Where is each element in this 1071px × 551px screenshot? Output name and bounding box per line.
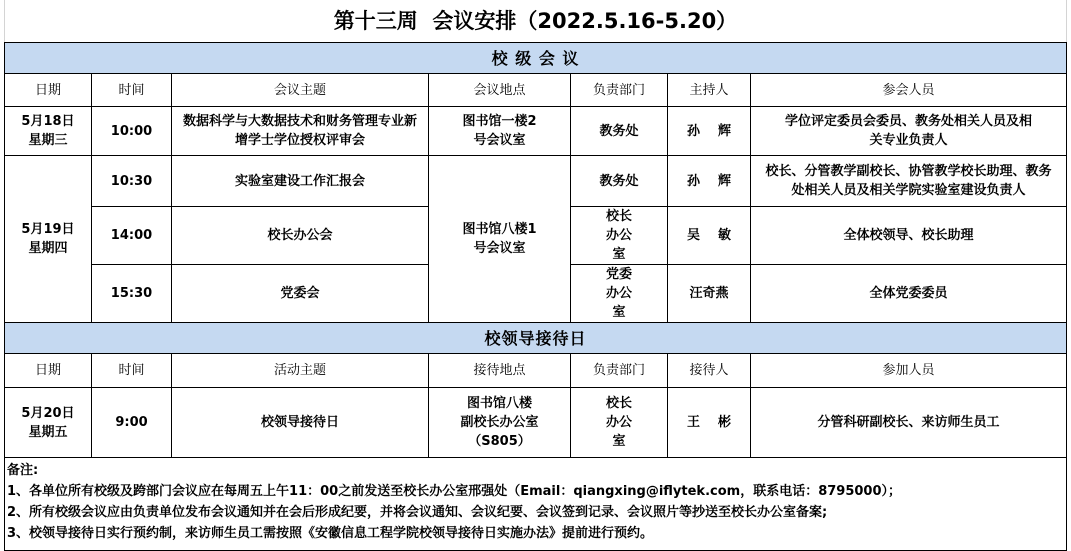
header-topic: 会议主题 bbox=[172, 74, 429, 107]
header-date: 日期 bbox=[5, 74, 92, 107]
attendees-cell: 全体党委委员 bbox=[751, 265, 1067, 323]
page-title: 第十三周 会议安排（2022.5.16-5.20） bbox=[333, 9, 738, 33]
school-band-row bbox=[5, 43, 1067, 74]
host-cell: 王 彬 bbox=[668, 388, 751, 458]
department-cell: 党委办公室 bbox=[571, 265, 668, 323]
reception-day-band: 校领导接待日 bbox=[5, 323, 1067, 354]
time-cell: 15:30 bbox=[92, 265, 172, 323]
department-cell: 教务处 bbox=[571, 107, 668, 156]
time-cell: 14:00 bbox=[92, 207, 172, 265]
host-cell: 汪奇燕 bbox=[668, 265, 751, 323]
topic-cell: 校长办公会 bbox=[172, 207, 429, 265]
topic-cell: 党委会 bbox=[172, 265, 429, 323]
header-date: 日期 bbox=[5, 354, 92, 388]
schedule-table bbox=[4, 42, 1067, 551]
department-cell: 校长办公室 bbox=[571, 388, 668, 458]
header-department: 负责部门 bbox=[571, 74, 668, 107]
sheet-gridline bbox=[1066, 0, 1067, 42]
note-item: 3、校领导接待日实行预约制，来访师生员工需按照《安徽信息工程学院校领导接待日实施办法》提前进行预约。 bbox=[7, 526, 654, 541]
location-cell: 图书馆一楼2号会议室 bbox=[429, 107, 571, 156]
sheet-gridline bbox=[4, 0, 5, 42]
host-cell: 吴 敏 bbox=[668, 207, 751, 265]
header-participants: 参加人员 bbox=[751, 354, 1067, 388]
weekday-text: 星期五 bbox=[28, 424, 68, 440]
date-text: 5月20日 bbox=[21, 405, 75, 421]
topic-cell: 数据科学与大数据技术和财务管理专业新增学士学位授权评审会 bbox=[172, 107, 429, 156]
location-line: （S805） bbox=[468, 434, 531, 449]
reception-header-row bbox=[5, 354, 1067, 388]
date-cell bbox=[5, 107, 92, 156]
header-time: 时间 bbox=[92, 74, 172, 107]
attendees-cell: 分管科研副校长、来访师生员工 bbox=[751, 388, 1067, 458]
weekday-text: 星期四 bbox=[28, 241, 68, 256]
table-row bbox=[5, 156, 1067, 207]
header-receiver: 接待人 bbox=[668, 354, 751, 388]
location-line: 图书馆八楼 bbox=[466, 396, 532, 411]
department-cell: 校长办公室 bbox=[571, 207, 668, 265]
header-reception-location: 接待地点 bbox=[429, 354, 571, 388]
date-text: 5月19日 bbox=[21, 222, 75, 237]
header-activity: 活动主题 bbox=[172, 354, 429, 388]
header-department: 负责部门 bbox=[571, 354, 668, 388]
date-cell bbox=[5, 156, 92, 323]
topic-cell: 实验室建设工作汇报会 bbox=[172, 156, 429, 207]
topic-cell: 校领导接待日 bbox=[172, 388, 429, 458]
department-cell: 教务处 bbox=[571, 156, 668, 207]
note-item: 1、各单位所有校级及跨部门会议应在每周五上午11：00之前发送至校长办公室邢强处（Email：qiangxing@iflytek.com，联系电话：8795000）； bbox=[7, 484, 902, 499]
time-cell: 10:00 bbox=[92, 107, 172, 156]
attendees-cell: 校长、分管教学副校长、协管教学校长助理、教务处相关人员及相关学院实验室建设负责人 bbox=[751, 156, 1067, 207]
date-text: 5月18日 bbox=[21, 114, 75, 129]
location-cell: 图书馆八楼1号会议室 bbox=[429, 156, 571, 323]
header-host: 主持人 bbox=[668, 74, 751, 107]
attendees-cell: 全体校领导、校长助理 bbox=[751, 207, 1067, 265]
note-item: 2、所有校级会议应由负责单位发布会议通知并在会后形成纪要，并将会议通知、会议纪要、会议签到记录、会议照片等抄送至校长办公室备案; bbox=[7, 505, 828, 520]
location-line: 副校长办公室 bbox=[460, 415, 539, 430]
table-row bbox=[5, 107, 1067, 156]
header-location: 会议地点 bbox=[429, 74, 571, 107]
time-cell: 10:30 bbox=[92, 156, 172, 207]
time-cell: 9:00 bbox=[92, 388, 172, 458]
location-cell bbox=[429, 388, 571, 458]
school-meetings-band: 校 级 会 议 bbox=[5, 43, 1067, 74]
host-cell: 孙 辉 bbox=[668, 107, 751, 156]
notes-heading: 备注: bbox=[7, 463, 39, 478]
table-row bbox=[5, 388, 1067, 458]
host-cell: 孙 辉 bbox=[668, 156, 751, 207]
attendees-cell: 学位评定委员会委员、教务处相关人员及相关专业负责人 bbox=[751, 107, 1067, 156]
date-cell bbox=[5, 388, 92, 458]
header-time: 时间 bbox=[92, 354, 172, 388]
header-attendees: 参会人员 bbox=[751, 74, 1067, 107]
school-header-row bbox=[5, 74, 1067, 107]
weekday-text: 星期三 bbox=[28, 133, 68, 148]
reception-band-row bbox=[5, 323, 1067, 354]
